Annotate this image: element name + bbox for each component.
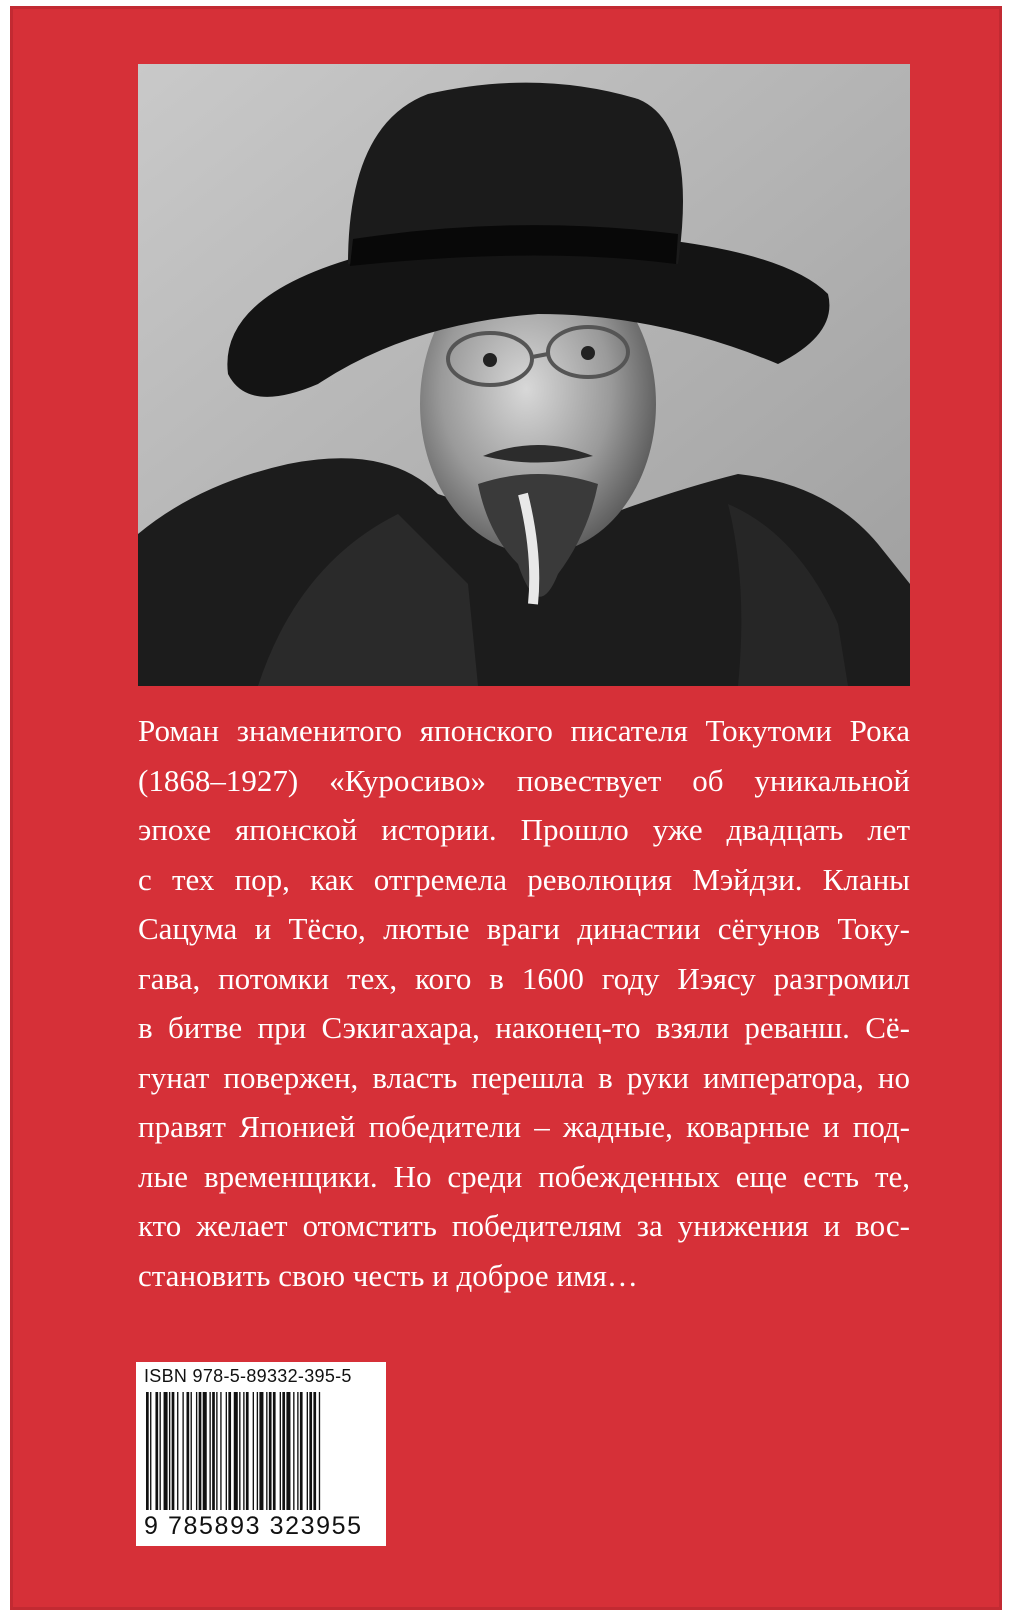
barcode-bar <box>191 1392 192 1510</box>
blurb-line: правят Японией победители – жадные, коварные и под- <box>138 1109 910 1144</box>
blurb-line: гава, потомки тех, кого в 1600 году Иэясу разгромил <box>138 960 910 996</box>
barcode-bar <box>169 1392 170 1510</box>
barcode-bar <box>155 1392 158 1510</box>
barcode-bar <box>146 1392 149 1510</box>
barcode-bar <box>282 1392 285 1510</box>
barcode-bar <box>259 1392 263 1510</box>
barcode-bar <box>216 1392 217 1510</box>
barcode-bar <box>228 1392 231 1510</box>
blurb-line: Сацума и Тёсю, лютые враги династии сёгунов Току- <box>138 911 910 946</box>
barcode-bar <box>309 1392 312 1510</box>
barcode-bar <box>273 1392 276 1510</box>
isbn-barcode <box>136 1362 386 1546</box>
blurb-line: (1868–1927) «Куросиво» повествует об уникальной <box>138 762 910 798</box>
barcode-bar <box>319 1392 320 1510</box>
book-back-cover <box>10 6 1002 1610</box>
barcode-digits: 9 785893 323955 <box>144 1512 363 1540</box>
barcode-bar <box>297 1392 298 1510</box>
barcode-bar <box>172 1392 175 1510</box>
barcode-bar <box>234 1392 238 1510</box>
barcode-bars <box>146 1392 376 1510</box>
barcode-bar <box>160 1392 161 1510</box>
barcode-bar <box>293 1392 294 1510</box>
barcode-bar <box>243 1392 244 1510</box>
barcode-bar <box>220 1392 221 1510</box>
barcode-bar <box>266 1392 267 1510</box>
author-portrait-image <box>138 64 910 686</box>
barcode-bar <box>313 1392 316 1510</box>
barcode-bar <box>280 1392 281 1510</box>
barcode-bar <box>209 1392 210 1510</box>
isbn-label: ISBN 978-5-89332-395-5 <box>144 1366 352 1386</box>
blurb-line: в битве при Сэкигахара, наконец-то взяли реванш. Сё- <box>138 1010 910 1045</box>
blurb-line: гунат повержен, власть перешла в руки императора, но <box>138 1059 910 1095</box>
barcode-bar <box>177 1392 178 1510</box>
blurb-line: лые временщики. Но среди побежденных еще есть те, <box>138 1158 910 1194</box>
blurb-line: с тех пор, как отгремела революция Мэйдзи. Кланы <box>138 861 910 897</box>
blurb-text <box>138 706 910 1300</box>
barcode-bar <box>203 1392 207 1510</box>
barcode-bar <box>253 1392 254 1510</box>
barcode-bar <box>187 1392 190 1510</box>
barcode-bar <box>246 1392 249 1510</box>
barcode-bar <box>196 1392 197 1510</box>
barcode-bar <box>257 1392 258 1510</box>
barcode-bar <box>164 1392 168 1510</box>
author-portrait-photo <box>138 64 910 686</box>
barcode-bar <box>269 1392 272 1510</box>
barcode-bar <box>300 1392 303 1510</box>
barcode-bar <box>212 1392 215 1510</box>
barcode-bar <box>307 1392 308 1510</box>
blurb-line: Роман знаменитого японского писателя Токутоми Рока <box>138 713 910 748</box>
blurb-line: эпохе японской истории. Прошло уже двадцать лет <box>138 812 910 847</box>
blurb-line: становить свою честь и доброе имя… <box>138 1257 638 1293</box>
barcode-bar <box>226 1392 227 1510</box>
barcode-bar <box>286 1392 290 1510</box>
barcode-bar <box>199 1392 202 1510</box>
barcode-bar <box>239 1392 240 1510</box>
barcode-bar <box>150 1392 151 1510</box>
blurb-line: кто желает отомстить победителям за унижения и вос- <box>138 1208 910 1243</box>
barcode-bar <box>182 1392 183 1510</box>
